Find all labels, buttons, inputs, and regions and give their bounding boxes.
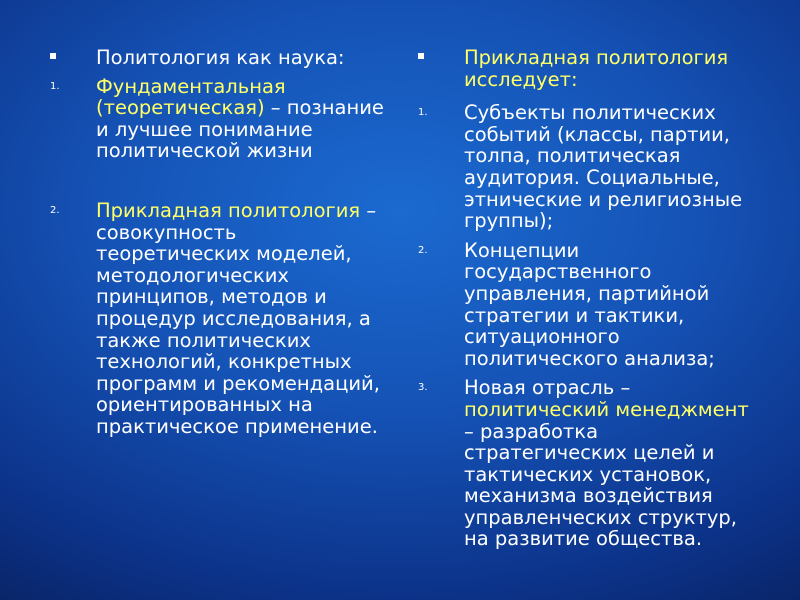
list-item-text: Субъекты политических событий (классы, партии, толпа, политическая аудитория. Социальные, этнические и религиозные группы);	[464, 101, 743, 233]
list-item	[44, 200, 389, 438]
right-heading	[412, 47, 762, 90]
list-item-number: 1.	[50, 80, 60, 92]
right-column	[412, 40, 762, 550]
list-item-number: 1.	[418, 107, 428, 119]
left-heading	[44, 47, 389, 69]
list-item-number: 3.	[418, 382, 428, 394]
highlighted-term: политический менеджмент	[464, 397, 749, 421]
list-item	[412, 102, 762, 232]
list-item	[412, 240, 762, 370]
left-heading-text: Политология как наука:	[96, 46, 345, 69]
bullet-square-icon	[418, 47, 424, 69]
list-item-number: 2.	[418, 244, 428, 256]
right-heading-text: Прикладная политология исследует:	[464, 46, 729, 91]
highlighted-term: Фундаментальная (теоретическая)	[96, 74, 286, 120]
bullet-square-icon	[50, 47, 56, 69]
list-item-number: 2.	[50, 204, 60, 216]
list-item-text: – познание и лучшее понимание политической жизни	[96, 96, 384, 163]
list-item	[44, 76, 389, 162]
highlighted-term: Прикладная политология	[96, 198, 361, 222]
list-item-text: – разработка стратегических целей и тактических установок, механизма воздействия управленческих структур, на развитие общества.	[464, 419, 737, 551]
left-column	[44, 40, 389, 438]
list-item	[412, 377, 762, 550]
list-item-text: Новая отрасль –	[464, 376, 631, 400]
list-item-text: – совокупность теоретических моделей, методологических принципов, методов и процедур исследования, а также политических технологий, конкретных программ и рекомендаций, ориентированных на практическое применение.	[96, 198, 380, 438]
list-item-text: Концепции государственного управления, партийной стратегии и тактики, ситуационного политического анализа;	[464, 238, 715, 370]
